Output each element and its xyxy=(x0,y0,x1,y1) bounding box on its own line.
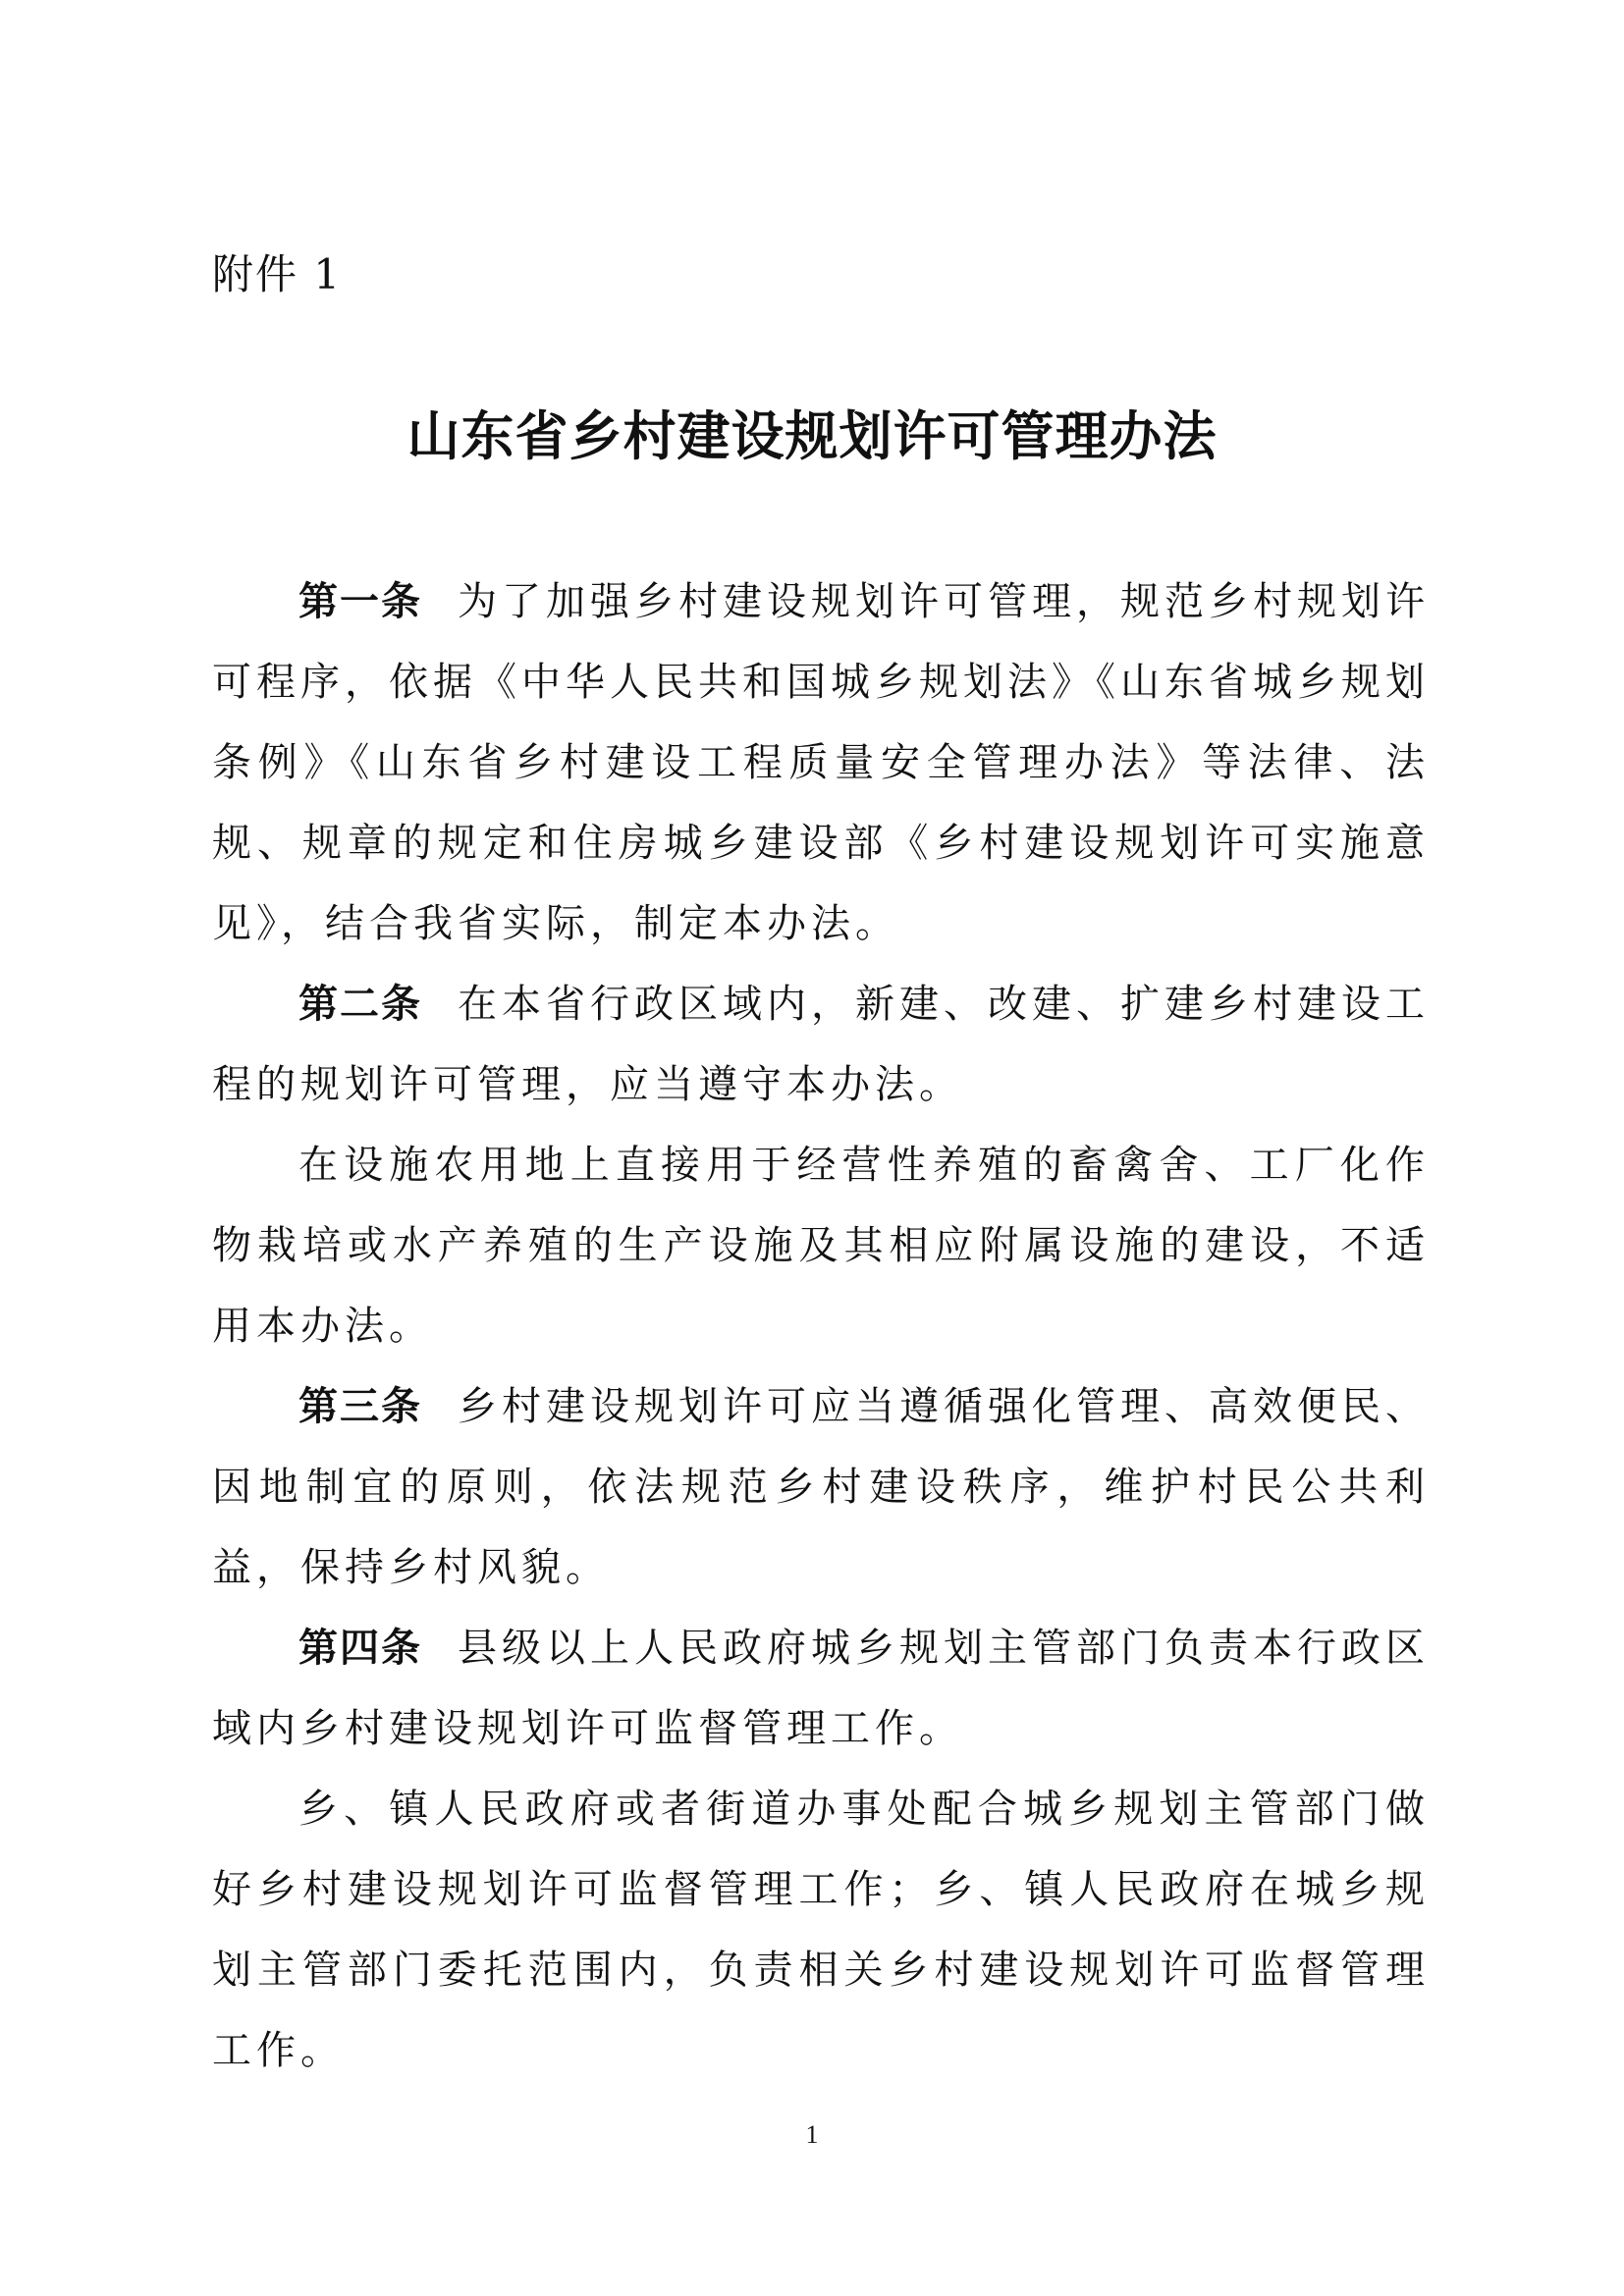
article-2-paragraph-2 xyxy=(212,1125,1430,1366)
article-heading: 第一条 xyxy=(298,579,422,624)
article-text: 为了加强乡村建设规划许可管理，规范乡村规划许可程序，依据《中华人民共和国城乡规划法》《山东省城乡规划条例》《山东省乡村建设工程质量安全管理办法》等法律、法规、规章的规定和住房城乡建设部《乡村建设规划许可实施意见》，结合我省实际，制定本办法。 xyxy=(212,579,1430,946)
article-text: 在设施农用地上直接用于经营性养殖的畜禽舍、工厂化作物栽培或水产养殖的生产设施及其相应附属设施的建设，不适用本办法。 xyxy=(212,1143,1430,1349)
article-text: 乡、镇人民政府或者街道办事处配合城乡规划主管部门做好乡村建设规划许可监督管理工作；乡、镇人民政府在城乡规划主管部门委托范围内，负责相关乡村建设规划许可监督管理工作。 xyxy=(212,1787,1430,2073)
article-text: 在本省行政区域内，新建、改建、扩建乡村建设工程的规划许可管理，应当遵守本办法。 xyxy=(212,982,1430,1107)
article-heading: 第三条 xyxy=(298,1384,422,1429)
document-body xyxy=(212,561,1430,2091)
page-number: 1 xyxy=(805,2120,819,2149)
article-4-paragraph-2 xyxy=(212,1769,1430,2091)
article-3-paragraph xyxy=(212,1366,1430,1608)
attachment-label: 附件 1 xyxy=(212,250,343,298)
article-text: 乡村建设规划许可应当遵循强化管理、高效便民、因地制宜的原则，依法规范乡村建设秩序，维护村民公共利益，保持乡村风貌。 xyxy=(212,1384,1430,1590)
article-4-paragraph xyxy=(212,1608,1430,1769)
document-title: 山东省乡村建设规划许可管理办法 xyxy=(406,405,1218,467)
article-1-paragraph xyxy=(212,561,1430,964)
article-2-paragraph xyxy=(212,964,1430,1125)
article-heading: 第二条 xyxy=(298,982,422,1027)
article-text: 县级以上人民政府城乡规划主管部门负责本行政区域内乡村建设规划许可监督管理工作。 xyxy=(212,1626,1430,1751)
article-heading: 第四条 xyxy=(298,1626,422,1671)
